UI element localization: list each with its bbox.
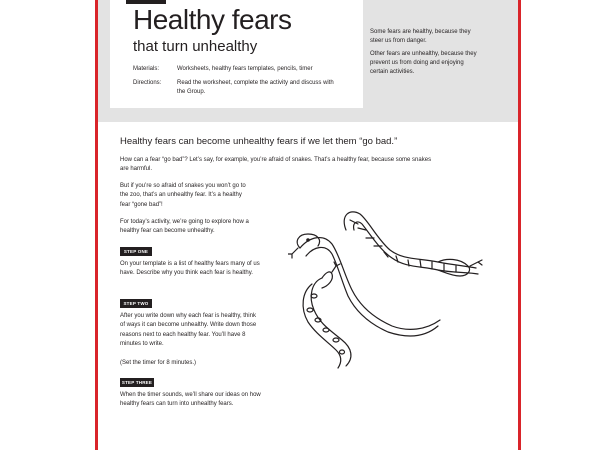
- snake-3-body-outer: [303, 284, 341, 368]
- timer-note: (Set the timer for 8 minutes.): [120, 360, 197, 366]
- intro-paragraph: How can a fear “go bad”? Let’s say, for example, you’re afraid of snakes. That’s a healthy fear, because some snakes are harmful.: [120, 157, 432, 173]
- materials-value: Worksheets, healthy fears templates, pencils, timer: [177, 66, 313, 72]
- section-heading: Healthy fears can become unhealthy fears if we let them “go bad.”: [120, 136, 398, 147]
- right-red-border: [518, 0, 521, 450]
- paragraph-2: But if you’re so afraid of snakes you won’t go to the zoo, that’s an unhealthy fear. It’s a healthy fear “gone bad”!: [120, 183, 246, 208]
- snake-3-pattern: [307, 294, 345, 354]
- snake-2-tongue: [288, 248, 298, 258]
- directions-label: Directions:: [133, 80, 162, 86]
- paragraph-3: For today’s activity, we’re going to explore how a healthy fear can become unhealthy.: [120, 219, 249, 235]
- step-one-text: On your template is a list of healthy fears many of us have. Describe why you think each fear is healthy.: [120, 261, 260, 277]
- page-subtitle: that turn unhealthy: [133, 38, 258, 55]
- materials-label: Materials:: [133, 66, 160, 72]
- snake-2-body-inner: [306, 247, 438, 336]
- snake-1-head: [438, 259, 470, 276]
- page-title: Healthy fears: [133, 4, 292, 35]
- step-two-text: After you write down why each fear is healthy, think of ways it can become unhealthy. Write down those reasons next to each healthy fear. You’ll have 8 minutes to write.: [120, 313, 257, 347]
- snake-3-head: [322, 272, 332, 288]
- step-three-text: When the timer sounds, we’ll share our ideas on how healthy fears can turn into unhealthy fears.: [120, 392, 261, 408]
- sidebar-para-2: Other fears are unhealthy, because they prevent us from doing and enjoying certain activities.: [370, 51, 477, 75]
- snake-2-eye: [307, 239, 309, 241]
- sidebar-note: [370, 28, 480, 81]
- snake-1-tongue: [470, 260, 482, 266]
- snakes-illustration: [288, 200, 488, 370]
- step-one-badge: STEP ONE: [120, 247, 152, 256]
- sidebar-para-1: Some fears are healthy, because they steer us from danger.: [370, 29, 471, 44]
- header-title-card: [110, 0, 363, 108]
- snake-1-body-inner: [354, 222, 478, 274]
- step-two-badge: STEP TWO: [120, 299, 152, 308]
- snake-2-body: [300, 238, 440, 330]
- directions-value: Read the worksheet, complete the activity and discuss with the Group.: [177, 80, 334, 95]
- step-three-badge: STEP THREE: [121, 380, 153, 385]
